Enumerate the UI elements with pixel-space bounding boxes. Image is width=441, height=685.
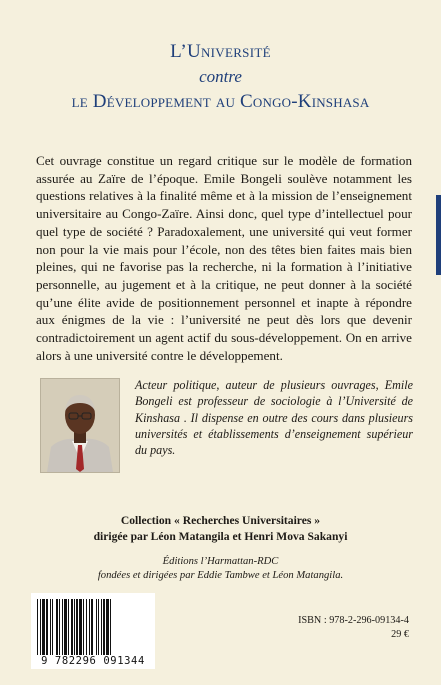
barcode-bars — [31, 597, 155, 657]
barcode — [31, 593, 155, 669]
author-photo — [40, 378, 120, 473]
collection-editors: dirigée par Léon Matangila et Henri Mova Sakanyi — [93, 530, 348, 543]
title-line-3: le Développement au Congo-Kinshasa — [71, 91, 370, 112]
collection-name: Collection « Recherches Universitaires » — [120, 514, 321, 527]
isbn-block — [298, 614, 409, 642]
barcode-digits: 9 782296 091344 — [41, 655, 145, 667]
collection-info — [0, 513, 441, 545]
title-line-1: L’Université — [170, 41, 271, 62]
publisher-founders: fondées et dirigées par Eddie Tambwe et Léon Matangila. — [97, 570, 344, 581]
book-summary — [36, 152, 412, 364]
spine-tab — [436, 195, 441, 275]
price: 29 € — [391, 629, 409, 640]
title-line-2: contre — [199, 67, 242, 86]
publisher-info — [0, 555, 441, 583]
isbn-number: ISBN : 978-2-296-09134-4 — [298, 615, 409, 626]
book-title — [0, 40, 441, 114]
author-biography: Acteur politique, auteur de plusieurs ouvrages, Emile Bongeli est professeur de sociologie à l’Université de Kinshasa . Il dispense en outre des cours dans plusieurs universités et établissements d’enseignement supérieur du pays. — [135, 378, 413, 458]
summary-text: Cet ouvrage constitue un regard critique sur le modèle de formation assurée au Zaïre de l’époque. Emile Bongeli soulève notamment les questions relatives à la finalité même et à la mission de l’enseignement universitaire au Congo-Zaïre. Ainsi donc, quel type d’intellectuel pour quel type de société ? Paradoxalement, une université qui veut former non pour la vie mais pour l’école, non des têtes bien faites mais bien pleines, qui ne favorise pas la recherche, ni la formation à l’initiative personnelle, au jugement et à la critique, ne peut donner à la société qu’une élite avide de positionnement personnel et inapte à répondre aux énigmes de la vie : l’université ne peut dès lors que devenir contradictoirement un agent actif du sous-développement. On en arrive alors à une université contre le développement. — [36, 153, 412, 363]
publisher-name: Éditions l’Harmattan-RDC — [162, 556, 279, 567]
